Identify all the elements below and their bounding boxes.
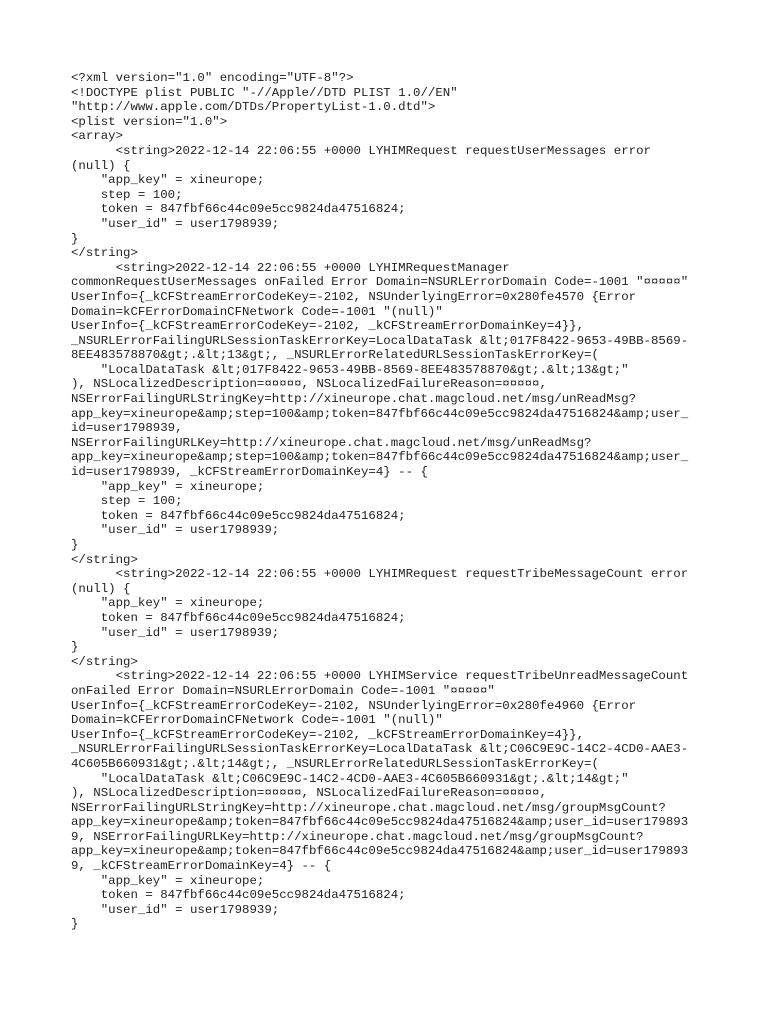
text-line: <plist version="1.0"> — [71, 114, 228, 129]
text-line: } — [71, 640, 79, 655]
text-line: <string>2022-12-14 22:06:55 +0000 LYHIMRequestManager — [71, 260, 510, 275]
text-line: step = 100; — [71, 187, 183, 202]
text-line: "http://www.apple.com/DTDs/PropertyList-1.0.dtd"> — [71, 100, 436, 115]
text-line: token = 847fbf66c44c09e5cc9824da47516824; — [71, 508, 406, 523]
text-line: ), NSLocalizedDescription=¤¤¤¤¤, NSLocalizedFailureReason=¤¤¤¤¤, — [71, 786, 547, 801]
text-line: token = 847fbf66c44c09e5cc9824da47516824; — [71, 888, 406, 903]
text-line: ), NSLocalizedDescription=¤¤¤¤¤, NSLocalizedFailureReason=¤¤¤¤¤, — [71, 377, 547, 392]
text-line: token = 847fbf66c44c09e5cc9824da47516824; — [71, 610, 406, 625]
text-line: "app_key" = xineurope; — [71, 873, 265, 888]
text-line: step = 100; — [71, 494, 183, 509]
text-line: } — [71, 231, 79, 246]
text-line: (null) { — [71, 581, 131, 596]
text-line: app_key=xineurope&amp;token=847fbf66c44c09e5cc9824da47516824&amp;user_id=user179893 — [71, 844, 689, 859]
text-line: </string> — [71, 552, 138, 567]
plist-text-body — [71, 71, 711, 932]
text-line: Domain=kCFErrorDomainCFNetwork Code=-1001 "(null)" — [71, 713, 443, 728]
text-line: <string>2022-12-14 22:06:55 +0000 LYHIMRequest requestUserMessages error — [71, 143, 651, 158]
text-line: "user_id" = user1798939; — [71, 625, 280, 640]
text-line: } — [71, 917, 79, 932]
text-line: <array> — [71, 129, 124, 144]
text-line: token = 847fbf66c44c09e5cc9824da47516824; — [71, 202, 406, 217]
text-line: "app_key" = xineurope; — [71, 479, 265, 494]
text-line: <string>2022-12-14 22:06:55 +0000 LYHIMRequest requestTribeMessageCount error — [71, 567, 689, 582]
text-line: "LocalDataTask &lt;C06C9E9C-14C2-4CD0-AAE3-4C605B660931&gt;.&lt;14&gt;" — [71, 771, 629, 786]
text-line: "app_key" = xineurope; — [71, 173, 265, 188]
text-line: "user_id" = user1798939; — [71, 902, 280, 917]
text-line: "user_id" = user1798939; — [71, 216, 280, 231]
text-line: id=user1798939, — [71, 421, 183, 436]
text-line: 4C605B660931&gt;.&lt;14&gt;, _NSURLErrorRelatedURLSessionTaskErrorKey=( — [71, 756, 599, 771]
text-line: "user_id" = user1798939; — [71, 523, 280, 538]
text-line: 9, NSErrorFailingURLKey=http://xineurope.chat.magcloud.net/msg/groupMsgCount? — [71, 829, 644, 844]
text-line: _NSURLErrorFailingURLSessionTaskErrorKey=LocalDataTask &lt;017F8422-9653-49BB-8569- — [71, 333, 689, 348]
text-line: UserInfo={_kCFStreamErrorCodeKey=-2102, NSUnderlyingError=0x280fe4570 {Error — [71, 289, 637, 304]
text-line: 8EE483578870&gt;.&lt;13&gt;, _NSURLErrorRelatedURLSessionTaskErrorKey=( — [71, 348, 599, 363]
text-line: NSErrorFailingURLStringKey=http://xineurope.chat.magcloud.net/msg/groupMsgCount? — [71, 800, 666, 815]
text-line: </string> — [71, 654, 138, 669]
text-line: app_key=xineurope&amp;step=100&amp;token=847fbf66c44c09e5cc9824da47516824&amp;user_ — [71, 450, 689, 465]
text-line: UserInfo={_kCFStreamErrorCodeKey=-2102, _kCFStreamErrorDomainKey=4}}, — [71, 727, 585, 742]
text-line: app_key=xineurope&amp;step=100&amp;token=847fbf66c44c09e5cc9824da47516824&amp;user_ — [71, 406, 689, 421]
text-line: </string> — [71, 246, 138, 261]
text-line: id=user1798939, _kCFStreamErrorDomainKey=4} -- { — [71, 465, 428, 480]
text-line: UserInfo={_kCFStreamErrorCodeKey=-2102, _kCFStreamErrorDomainKey=4}}, — [71, 319, 585, 334]
text-line: onFailed Error Domain=NSURLErrorDomain Code=-1001 "¤¤¤¤¤" — [71, 683, 495, 698]
text-line: "LocalDataTask &lt;017F8422-9653-49BB-8569-8EE483578870&gt;.&lt;13&gt;" — [71, 362, 629, 377]
text-line: Domain=kCFErrorDomainCFNetwork Code=-1001 "(null)" — [71, 304, 443, 319]
text-line: } — [71, 538, 79, 552]
text-line: commonRequestUserMessages onFailed Error Domain=NSURLErrorDomain Code=-1001 "¤¤¤¤¤" — [71, 275, 689, 290]
text-line: NSErrorFailingURLKey=http://xineurope.chat.magcloud.net/msg/unReadMsg? — [71, 435, 592, 450]
text-line: <!DOCTYPE plist PUBLIC "-//Apple//DTD PLIST 1.0//EN" — [71, 85, 458, 100]
text-line: <?xml version="1.0" encoding="UTF-8"?> — [71, 71, 354, 85]
text-line: NSErrorFailingURLStringKey=http://xineurope.chat.magcloud.net/msg/unReadMsg? — [71, 392, 637, 407]
text-line: "app_key" = xineurope; — [71, 596, 265, 611]
text-line: UserInfo={_kCFStreamErrorCodeKey=-2102, NSUnderlyingError=0x280fe4960 {Error — [71, 698, 637, 713]
text-line: (null) { — [71, 158, 131, 173]
text-line: 9, _kCFStreamErrorDomainKey=4} -- { — [71, 859, 332, 874]
text-line: <string>2022-12-14 22:06:55 +0000 LYHIMService requestTribeUnreadMessageCount — [71, 669, 689, 684]
text-line: _NSURLErrorFailingURLSessionTaskErrorKey=LocalDataTask &lt;C06C9E9C-14C2-4CD0-AAE3- — [71, 742, 689, 757]
text-line: app_key=xineurope&amp;token=847fbf66c44c09e5cc9824da47516824&amp;user_id=user179893 — [71, 815, 689, 830]
